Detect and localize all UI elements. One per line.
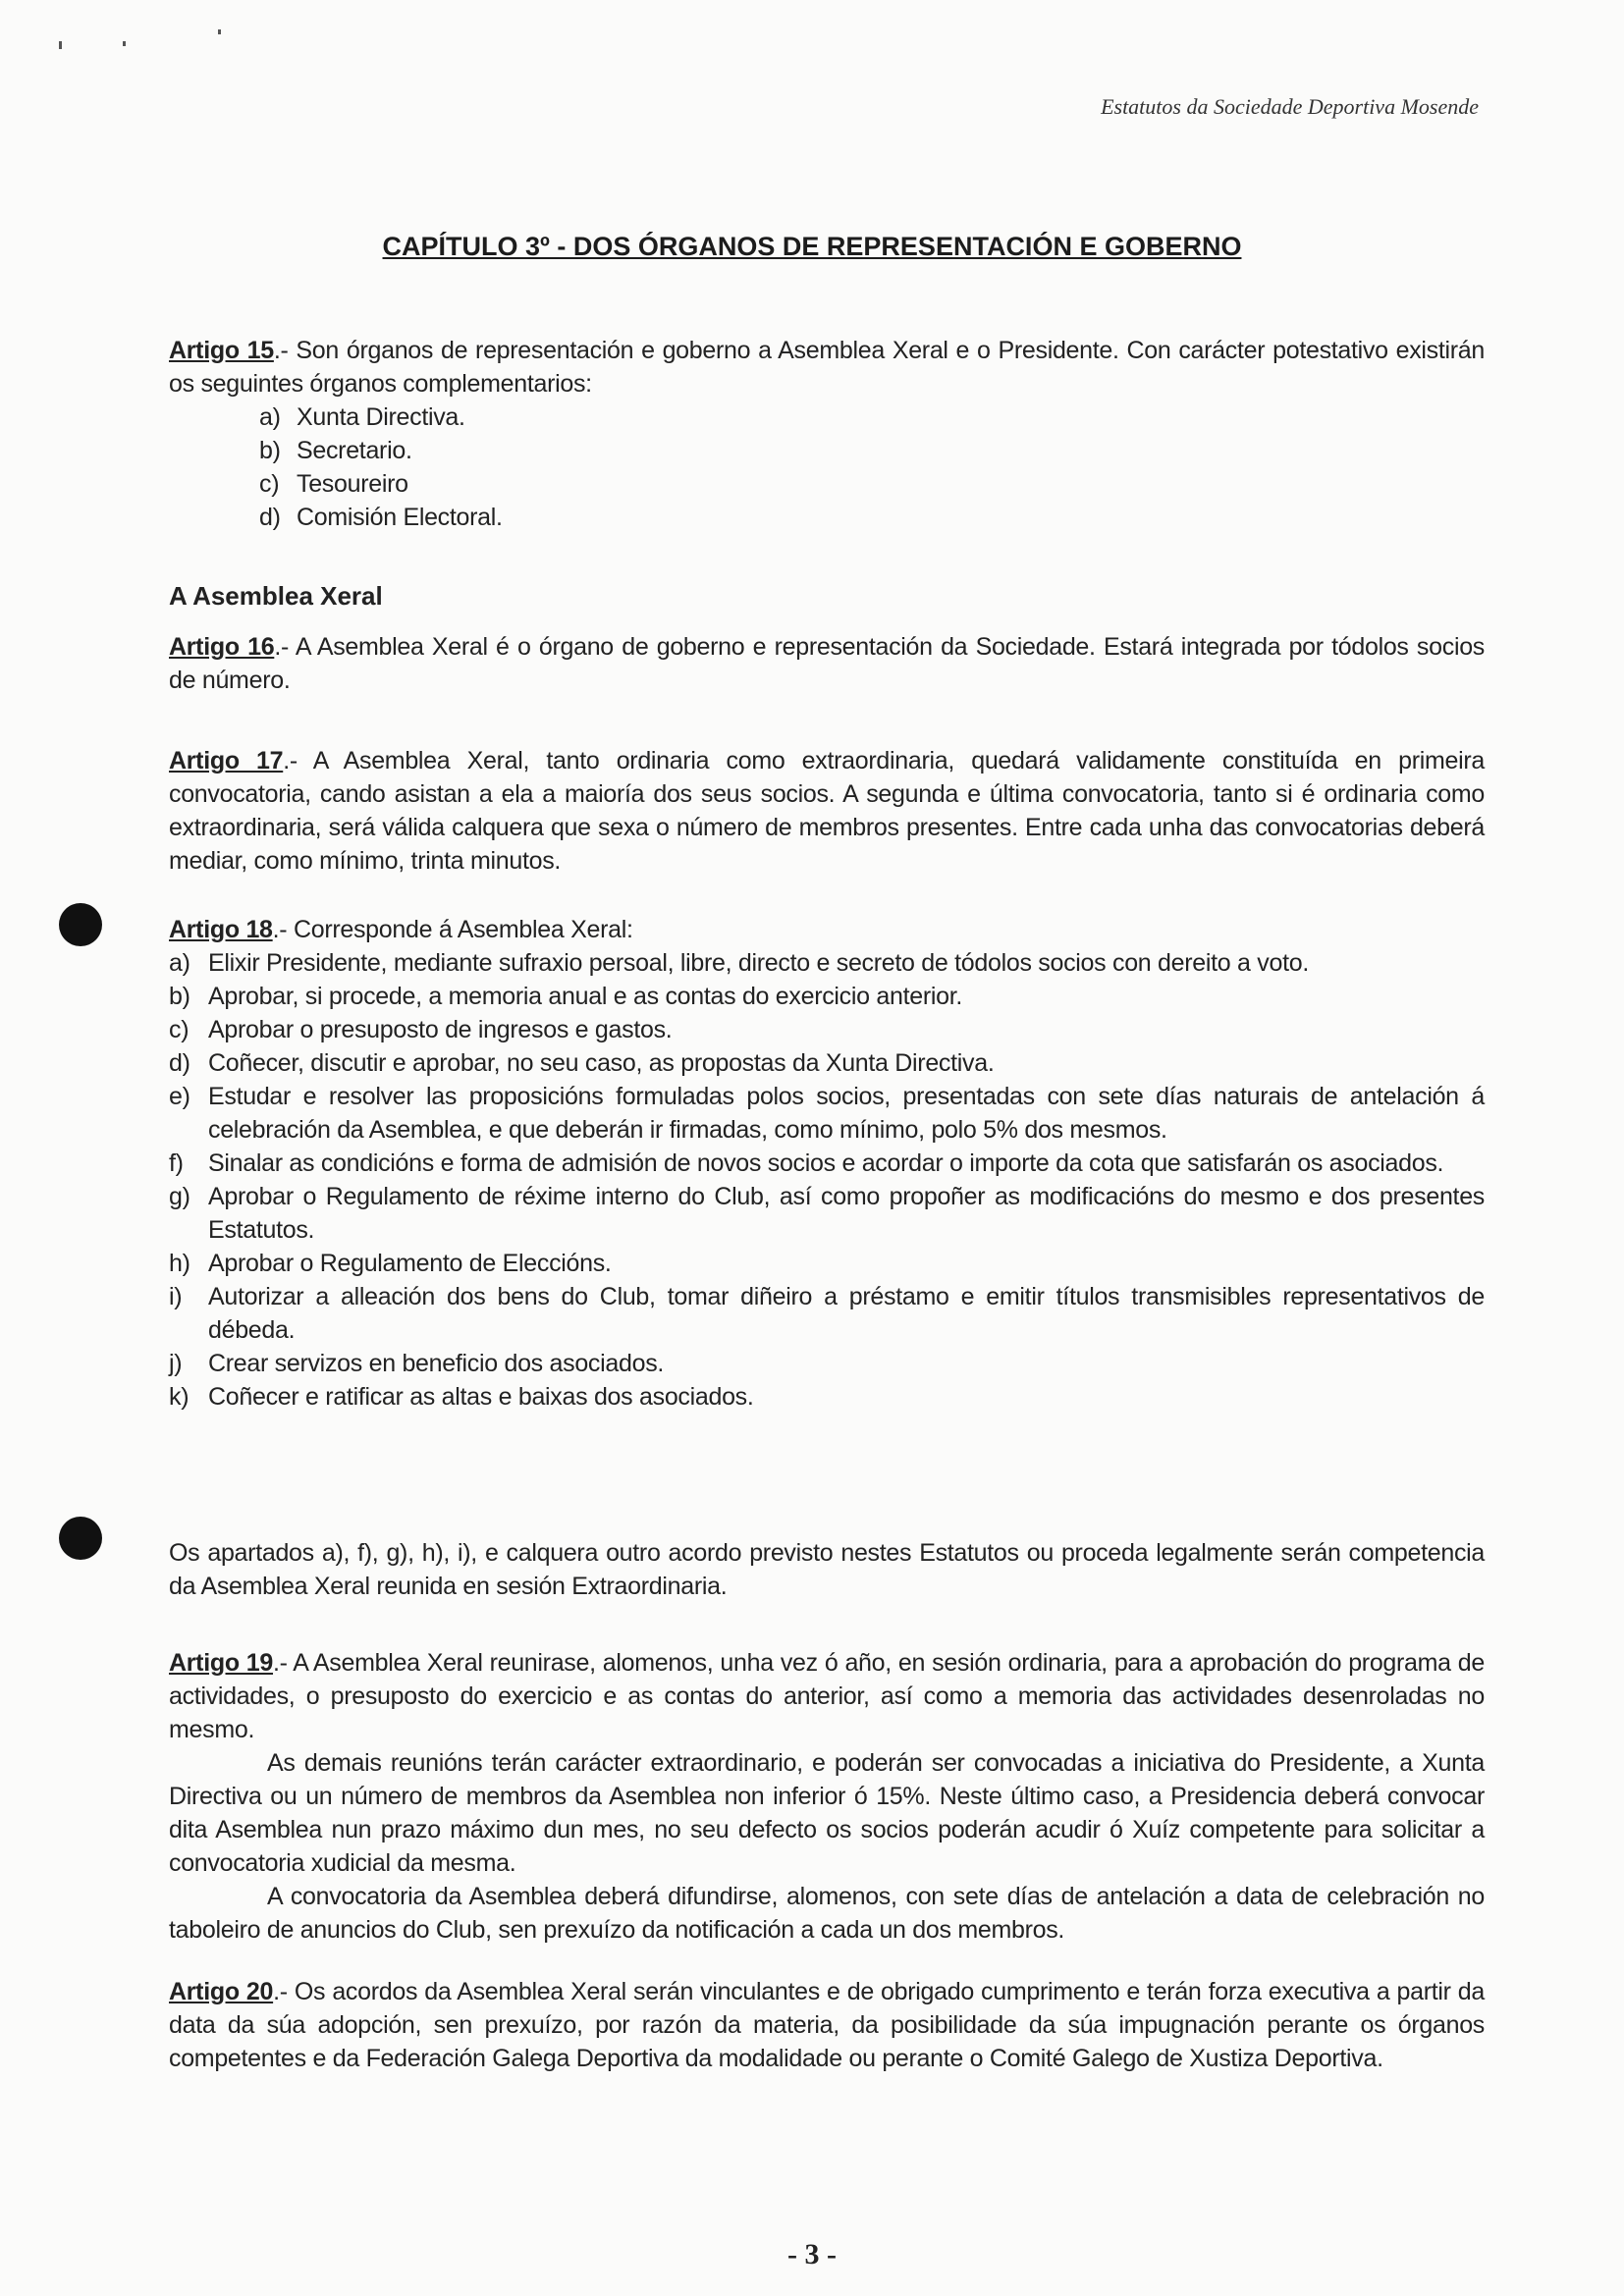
article-label: Artigo 20	[169, 1978, 274, 2005]
item-text: Crear servizos en beneficio dos asociados.	[208, 1350, 665, 1377]
article-16	[169, 630, 1485, 697]
article-17	[169, 744, 1485, 878]
list-item: b) Secretario.	[259, 437, 412, 464]
item-letter: a)	[169, 949, 190, 977]
scan-mark	[218, 29, 221, 34]
item-text: Coñecer e ratificar as altas e baixas dos asociados.	[208, 1383, 754, 1411]
article-text: .- A Asemblea Xeral reunirase, alomenos, unha vez ó año, en sesión ordinaria, para a aprobación do programa de actividades, o presuposto do exercicio e as contas do anterior, así como a memoria das actividades desenroladas no mesmo.	[169, 1649, 1485, 1743]
article-text: .- A Asemblea Xeral é o órgano de goberno e representación da Sociedade. Estará integrada por tódolos socios de número.	[169, 633, 1485, 694]
item-letter: h)	[169, 1250, 190, 1277]
organ-list	[169, 400, 1485, 534]
item-text: Coñecer, discutir e aprobar, no seu caso, as propostas da Xunta Directiva.	[208, 1049, 995, 1077]
item-letter: b)	[169, 983, 190, 1010]
item-text: Aprobar o Regulamento de réxime interno do Club, así como propoñer as modificacións do mesmo e dos presentes Estatutos.	[208, 1183, 1485, 1244]
list-item	[169, 1046, 1485, 1080]
page-number: - 3 -	[787, 2238, 837, 2270]
item-letter: d)	[169, 1049, 190, 1077]
item-letter: j)	[169, 1350, 183, 1377]
list-item	[169, 1280, 1485, 1347]
item-letter: e)	[169, 1083, 190, 1110]
item-text: Estudar e resolver las proposicións formuladas polos socios, presentadas con sete días naturais de antelación á celebración da Asemblea, e que deberán ir firmadas, como mínimo, polo 5% dos mesmos.	[208, 1083, 1485, 1144]
article-paragraph: As demais reunións terán carácter extraordinario, e poderán ser convocadas a iniciativa do Presidente, a Xunta Directiva ou un número de membros da Asemblea non inferior ó 15%. Neste último caso, a Presidencia deberá convocar dita Asemblea nun prazo máximo dun mes, no seu defecto os socios poderán acudir ó Xuíz competente para solicitar a convocatoria xudicial da mesma.	[169, 1749, 1485, 1877]
item-text: Aprobar o Regulamento de Eleccións.	[208, 1250, 612, 1277]
item-text: Aprobar, si procede, a memoria anual e as contas do exercicio anterior.	[208, 983, 963, 1010]
article-text: .- Corresponde á Asemblea Xeral:	[272, 916, 633, 943]
list-item	[169, 980, 1485, 1013]
article-label: Artigo 18	[169, 916, 273, 943]
article-label: Artigo 16	[169, 633, 275, 661]
list-item: a) Xunta Directiva.	[259, 403, 465, 431]
list-item: d) Comisión Electoral.	[259, 504, 503, 531]
list-item: c) Tesoureiro	[259, 470, 408, 498]
list-item	[169, 1180, 1485, 1247]
item-text: Sinalar as condicións e forma de admisión de novos socios e acordar o importe da cota que satisfarán os asociados.	[208, 1149, 1444, 1177]
item-letter: k)	[169, 1383, 189, 1411]
competences-list	[169, 946, 1485, 1414]
item-letter: i)	[169, 1283, 183, 1310]
scan-mark	[123, 41, 126, 46]
item-text: Elixir Presidente, mediante sufraxio persoal, libre, directo e secreto de tódolos socios con dereito a voto.	[208, 949, 1309, 977]
item-letter: f)	[169, 1149, 184, 1177]
article-text: .- Os acordos da Asemblea Xeral serán vinculantes e de obrigado cumprimento e terán forza executiva a partir da data da súa adopción, sen prexuízo, por razón da materia, da posibilidade da súa impugnación perante os órganos competentes e da Federación Galega Deportiva da modalidade ou perante o Comité Galego de Xustiza Deportiva.	[169, 1978, 1485, 2072]
chapter-title: CAPÍTULO 3º - DOS ÓRGANOS DE REPRESENTACIÓN E GOBERNO	[382, 232, 1242, 261]
article-19	[169, 1646, 1485, 1947]
section-heading: A Asemblea Xeral	[169, 581, 383, 611]
scan-mark	[59, 41, 62, 49]
article-text: .- A Asemblea Xeral, tanto ordinaria como extraordinaria, quedará validamente constituída en primeira convocatoria, cando asistan a ela a maioría dos seus socios. A segunda e última convocatoria, tanto si é ordinaria como extraordinaria, será válida calquera que sexa o número de membros presentes. Entre cada unha das convocatorias deberá mediar, como mínimo, trinta minutos.	[169, 747, 1486, 875]
article-text: .- Son órganos de representación e goberno a Asemblea Xeral e o Presidente. Con carácter potestativo existirán os seguintes órganos complementarios:	[169, 337, 1485, 398]
item-text: Aprobar o presuposto de ingresos e gastos.	[208, 1016, 673, 1043]
punch-hole	[59, 903, 102, 946]
article-label: Artigo 17	[169, 747, 284, 774]
list-item	[169, 1380, 1485, 1414]
punch-hole	[59, 1517, 102, 1560]
article-18	[169, 913, 1485, 1414]
article-paragraph: A convocatoria da Asemblea deberá difundirse, alomenos, con sete días de antelación a data de celebración no taboleiro de anuncios do Club, sen prexuízo da notificación a cada un dos membros.	[169, 1883, 1485, 1944]
item-letter: c)	[169, 1016, 189, 1043]
article-label: Artigo 15	[169, 337, 274, 364]
list-item	[169, 1147, 1485, 1180]
item-text: Autorizar a alleación dos bens do Club, tomar diñeiro a préstamo e emitir títulos transmisibles representativos de débeda.	[208, 1283, 1485, 1344]
article-label: Artigo 19	[169, 1649, 274, 1677]
apartados-paragraph: Os apartados a), f), g), h), i), e calquera outro acordo previsto nestes Estatutos ou proceda legalmente serán competencia da Asemblea Xeral reunida en sesión Extraordinaria.	[169, 1539, 1485, 1600]
list-item	[169, 1347, 1485, 1380]
item-letter: g)	[169, 1183, 190, 1210]
article-20	[169, 1975, 1485, 2075]
running-header: Estatutos da Sociedade Deportiva Mosende	[1101, 94, 1479, 119]
list-item	[169, 1247, 1485, 1280]
list-item	[169, 1080, 1485, 1147]
list-item	[169, 1013, 1485, 1046]
article-15	[169, 334, 1485, 534]
list-item	[169, 946, 1485, 980]
